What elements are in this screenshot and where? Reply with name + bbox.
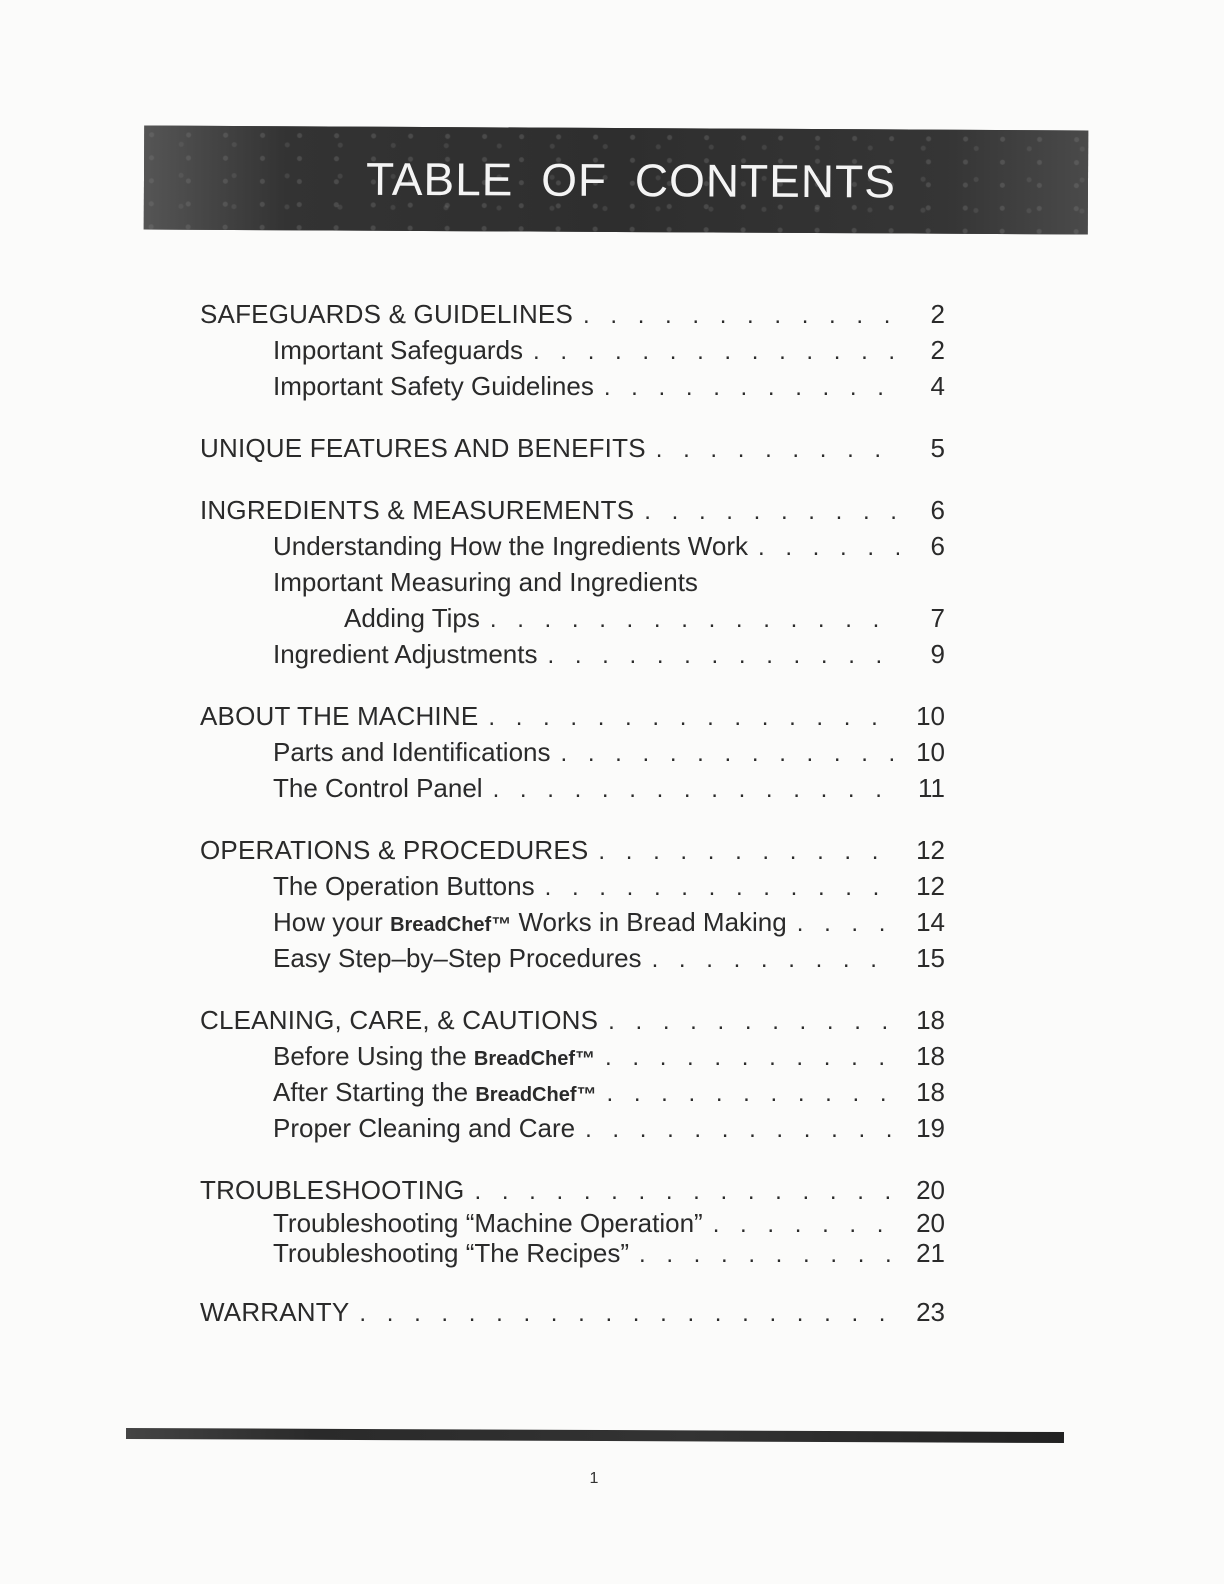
toc-entry-label-after: Works in Bread Making: [518, 907, 787, 937]
toc-entry-label: Troubleshooting “The Recipes”: [273, 1238, 629, 1268]
dot-leader: [606, 1076, 899, 1112]
toc-heading-label: INGREDIENTS & MEASUREMENTS: [200, 495, 635, 525]
toc-entry-label: Proper Cleaning and Care: [273, 1113, 576, 1143]
toc-heading-label: TROUBLESHOOTING: [200, 1175, 465, 1205]
dot-leader: [608, 1004, 899, 1040]
toc-entry[interactable]: [200, 528, 945, 564]
brand-name: BreadChef™: [473, 1048, 596, 1070]
toc-entry[interactable]: [200, 1238, 945, 1268]
toc-entry-label: Parts and Identifications: [273, 737, 551, 767]
toc-entry[interactable]: [200, 564, 945, 600]
toc-entry[interactable]: [200, 600, 945, 636]
toc-entry-label: Ingredient Adjustments: [273, 639, 538, 669]
toc-heading[interactable]: [200, 1294, 945, 1330]
toc-section-troubleshooting: [200, 1172, 945, 1268]
brand-name: BreadChef™: [475, 1084, 597, 1106]
toc-entry[interactable]: [200, 734, 945, 770]
dot-leader: [797, 906, 899, 942]
toc-entry-label: [200, 1038, 595, 1077]
toc-section-cleaning: [200, 1002, 945, 1146]
dot-leader: [545, 870, 899, 906]
toc-entry-label-before: After Starting the: [273, 1077, 469, 1107]
toc-page-number: 10: [916, 737, 945, 767]
toc-entry[interactable]: [200, 904, 945, 940]
dot-leader: [488, 700, 899, 736]
dot-leader: [656, 432, 899, 468]
toc-heading[interactable]: [200, 296, 945, 332]
toc-page-number: 21: [916, 1238, 945, 1268]
dot-leader: [561, 736, 900, 772]
toc-page-number: 12: [916, 871, 945, 901]
toc-page-number: 2: [930, 299, 945, 329]
toc-page-number: 6: [930, 495, 945, 525]
dot-leader: [548, 638, 900, 674]
toc-page-number: 18: [916, 1041, 945, 1071]
toc-section-safeguards: [200, 296, 945, 404]
dot-leader: [639, 1240, 899, 1270]
toc-entry-label-before: How your: [273, 907, 383, 937]
toc-section-features: [200, 430, 945, 466]
toc-heading-label: ABOUT THE MACHINE: [200, 701, 479, 731]
dot-leader: [490, 602, 899, 638]
toc-entry[interactable]: [200, 332, 945, 368]
toc-heading-label: SAFEGUARDS & GUIDELINES: [200, 299, 574, 329]
toc-section-operations: [200, 832, 945, 976]
toc-page-number: 23: [916, 1297, 945, 1327]
toc-entry-label: Important Safeguards: [273, 335, 524, 365]
page-number: 1: [589, 1470, 599, 1487]
toc-heading-label: CLEANING, CARE, & CAUTIONS: [200, 1005, 599, 1035]
toc-entry[interactable]: [200, 1038, 945, 1074]
toc-entry[interactable]: [200, 1110, 945, 1146]
dot-leader: [359, 1296, 899, 1332]
dot-leader: [713, 1210, 899, 1240]
toc-page-number: 18: [916, 1077, 945, 1107]
dot-leader: [652, 942, 899, 978]
dot-leader: [604, 370, 899, 406]
toc-entry[interactable]: [200, 368, 945, 404]
table-of-contents: [200, 296, 945, 1356]
toc-page-number: 19: [916, 1113, 945, 1143]
toc-entry-label: The Control Panel: [273, 773, 483, 803]
dot-leader: [533, 334, 899, 370]
toc-entry[interactable]: [200, 770, 945, 806]
dot-leader: [605, 1040, 899, 1076]
toc-page-number: 20: [916, 1208, 945, 1238]
toc-page-number: 11: [918, 773, 945, 803]
toc-entry[interactable]: [200, 1074, 945, 1110]
toc-heading[interactable]: [200, 430, 945, 466]
dot-leader: [583, 298, 899, 334]
toc-entry-label-before: Before Using the: [273, 1041, 467, 1071]
toc-page-number: 4: [930, 371, 945, 401]
toc-page-number: 14: [916, 907, 945, 937]
toc-page-number: 10: [916, 701, 945, 731]
toc-heading-label: UNIQUE FEATURES AND BENEFITS: [200, 433, 646, 463]
toc-entry-label: Adding Tips: [344, 603, 480, 633]
toc-entry-label: Troubleshooting “Machine Operation”: [273, 1208, 703, 1238]
toc-page-number: 18: [916, 1005, 945, 1035]
toc-entry-label: Important Measuring and Ingredients: [273, 567, 698, 597]
toc-entry-label: The Operation Buttons: [273, 871, 535, 901]
toc-heading[interactable]: [200, 832, 945, 868]
toc-section-ingredients: [200, 492, 945, 672]
toc-heading[interactable]: [200, 1002, 945, 1038]
toc-page-number: 9: [930, 639, 945, 669]
toc-heading[interactable]: [200, 698, 945, 734]
toc-entry[interactable]: [200, 940, 945, 976]
toc-page-number: 12: [916, 835, 945, 865]
toc-page-number: 5: [930, 433, 945, 463]
toc-page-number: 20: [916, 1175, 945, 1205]
toc-page-number: 15: [916, 943, 945, 973]
toc-entry[interactable]: [200, 636, 945, 672]
toc-heading-label: OPERATIONS & PROCEDURES: [200, 835, 589, 865]
dot-leader: [474, 1174, 899, 1210]
toc-page-number: 2: [930, 335, 945, 365]
toc-section-machine: [200, 698, 945, 806]
dot-leader: [758, 530, 899, 566]
dot-leader: [493, 772, 899, 808]
toc-entry-label: [200, 904, 787, 943]
dot-leader: [644, 494, 899, 530]
brand-name: BreadChef™: [390, 914, 512, 936]
dot-leader: [585, 1112, 899, 1148]
toc-page-number: 7: [930, 603, 945, 633]
toc-page-number: 6: [930, 531, 945, 561]
toc-entry-label: Easy Step–by–Step Procedures: [273, 943, 642, 973]
toc-entry[interactable]: [200, 1208, 945, 1238]
toc-heading[interactable]: [200, 492, 945, 528]
toc-entry-label: Important Safety Guidelines: [273, 371, 594, 401]
toc-section-warranty: [200, 1294, 945, 1330]
toc-heading-label: WARRANTY: [200, 1297, 350, 1327]
bottom-rule: [126, 1428, 1064, 1443]
dot-leader: [598, 834, 899, 870]
page-title: TABLE OF CONTENTS: [365, 152, 897, 208]
title-banner: [144, 126, 1089, 235]
toc-entry[interactable]: [200, 868, 945, 904]
toc-heading[interactable]: [200, 1172, 945, 1208]
toc-entry-label: [200, 1074, 596, 1113]
toc-entry-label: Understanding How the Ingredients Work: [273, 531, 748, 561]
